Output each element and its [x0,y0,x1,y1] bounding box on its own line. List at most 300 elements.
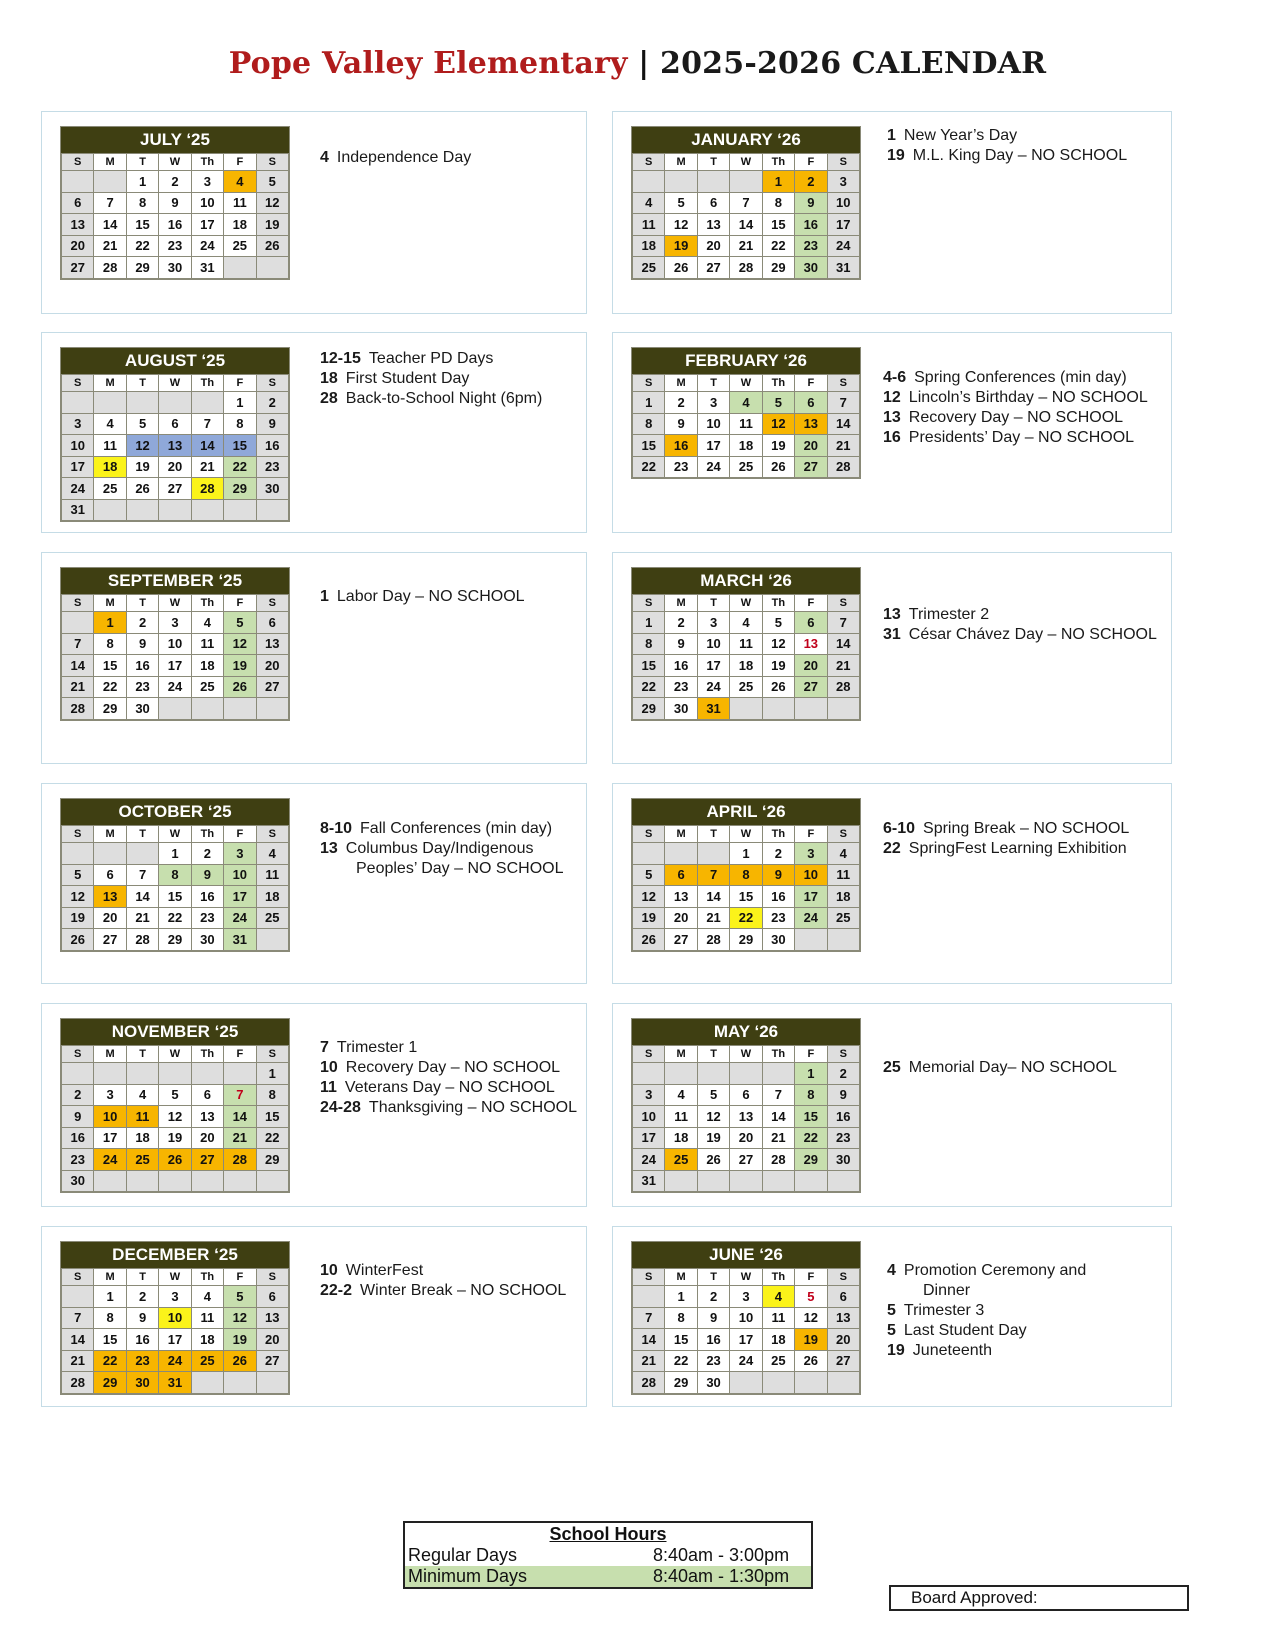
day-cell: 12 [224,1307,256,1329]
day-cell: 4 [633,192,665,214]
day-cell: 15 [94,655,126,677]
day-cell: 11 [191,633,223,655]
day-cell: 31 [633,1170,665,1192]
day-cell: 15 [665,1329,697,1351]
event-date: 19 [887,147,905,164]
day-cell: 15 [762,214,794,236]
day-cell: 17 [62,456,94,478]
day-cell: 9 [159,192,191,214]
event-text: Presidents’ Day – NO SCHOOL [908,429,1135,446]
day-cell: 25 [126,1149,158,1171]
day-cell: 19 [126,456,158,478]
event-text: Spring Conferences (min day) [914,369,1127,386]
day-cell: 19 [697,1127,729,1149]
board-approved-field: Board Approved: [889,1585,1189,1611]
weekday-header: W [730,375,762,392]
empty-day-cell [827,1170,859,1192]
day-cell: 2 [795,171,827,193]
day-cell: 26 [665,257,697,279]
event-item [320,587,610,607]
weekday-header: M [665,154,697,171]
event-text: Dinner [923,1282,971,1299]
day-cell: 5 [224,612,256,634]
school-hours-title: School Hours [549,1524,667,1544]
event-date: 16 [883,429,901,446]
empty-day-cell [730,1170,762,1192]
weekday-header: S [827,1269,859,1286]
month-title: JANUARY ‘26 [632,127,860,153]
event-date: 7 [320,1039,329,1056]
day-cell: 6 [795,392,827,414]
day-cell: 15 [256,1106,288,1128]
day-cell: 29 [94,698,126,720]
day-cell: 31 [697,698,729,720]
day-cell: 19 [762,435,794,457]
weekday-header: Th [191,1046,223,1063]
day-cell: 7 [827,392,859,414]
weekday-header: T [126,375,158,392]
day-cell: 7 [633,1307,665,1329]
day-cell: 19 [795,1329,827,1351]
day-cell: 6 [730,1084,762,1106]
weekday-header: M [665,826,697,843]
day-cell: 3 [827,171,859,193]
day-cell: 6 [94,864,126,886]
empty-day-cell [191,499,223,521]
day-cell: 7 [697,864,729,886]
day-cell: 11 [730,633,762,655]
day-cell: 25 [730,676,762,698]
day-cell: 8 [256,1084,288,1106]
day-cell: 22 [665,1350,697,1372]
day-cell: 2 [126,612,158,634]
empty-day-cell [762,698,794,720]
empty-day-cell [94,171,126,193]
weekday-header: Th [191,154,223,171]
month-panel-feb [612,332,1172,533]
day-cell: 10 [827,192,859,214]
day-cell: 22 [730,907,762,929]
day-cell: 27 [256,676,288,698]
event-item [887,126,1177,146]
event-text: Spring Break – NO SCHOOL [923,820,1130,837]
event-item [887,1261,1177,1281]
day-cell: 23 [827,1127,859,1149]
day-cell: 29 [256,1149,288,1171]
empty-day-cell [126,1170,158,1192]
month-events [887,126,1177,166]
event-item [320,819,610,839]
day-cell: 29 [159,929,191,951]
month-events [320,148,610,168]
event-date: 5 [887,1302,896,1319]
day-cell: 24 [159,676,191,698]
weekday-header: M [665,1269,697,1286]
month-events [320,819,610,879]
event-text: Trimester 3 [903,1302,985,1319]
day-cell: 12 [697,1106,729,1128]
empty-day-cell [191,392,223,414]
day-cell: 24 [795,907,827,929]
day-cell: 20 [191,1127,223,1149]
day-cell: 29 [730,929,762,951]
day-cell: 20 [697,235,729,257]
day-cell: 14 [126,886,158,908]
day-cell: 13 [827,1307,859,1329]
weekday-header: T [697,375,729,392]
day-cell: 21 [697,907,729,929]
day-cell: 12 [256,192,288,214]
day-cell: 20 [827,1329,859,1351]
weekday-header: S [62,1046,94,1063]
month-events [883,1058,1173,1078]
empty-day-cell [159,392,191,414]
day-cell: 5 [665,192,697,214]
event-date: 5 [887,1322,896,1339]
day-cell: 1 [126,171,158,193]
day-cell: 21 [224,1127,256,1149]
empty-day-cell [62,1286,94,1308]
day-cell: 30 [126,1372,158,1394]
event-item [320,859,610,879]
month-title: FEBRUARY ‘26 [632,348,860,374]
month-events [883,368,1173,448]
day-cell: 27 [795,456,827,478]
empty-day-cell [224,257,256,279]
empty-day-cell [665,171,697,193]
event-item [320,1058,610,1078]
empty-day-cell [256,929,288,951]
day-cell: 3 [697,392,729,414]
day-cell: 12 [224,633,256,655]
day-cell: 29 [762,257,794,279]
day-cell: 15 [159,886,191,908]
day-cell: 24 [697,456,729,478]
day-cell: 4 [191,612,223,634]
event-item [320,839,610,859]
month-panel-mar [612,552,1172,764]
page-title [0,46,1275,81]
empty-day-cell [795,1372,827,1394]
event-text: Promotion Ceremony and [903,1262,1087,1279]
day-cell: 23 [795,235,827,257]
weekday-header: F [795,1046,827,1063]
weekday-header: Th [191,595,223,612]
day-cell: 16 [665,655,697,677]
day-cell: 29 [665,1372,697,1394]
day-cell: 26 [126,478,158,500]
day-cell: 18 [827,886,859,908]
day-cell: 16 [256,435,288,457]
empty-day-cell [633,171,665,193]
day-cell: 1 [762,171,794,193]
day-cell: 28 [191,478,223,500]
day-cell: 5 [256,171,288,193]
day-cell: 6 [191,1084,223,1106]
day-cell: 13 [159,435,191,457]
event-date: 10 [320,1262,338,1279]
empty-day-cell [159,698,191,720]
weekday-header: M [94,375,126,392]
day-cell: 8 [762,192,794,214]
empty-day-cell [256,1372,288,1394]
event-text: Lincoln’s Birthday – NO SCHOOL [908,389,1148,406]
day-cell: 21 [191,456,223,478]
day-cell: 28 [126,929,158,951]
day-cell: 19 [665,235,697,257]
day-cell: 24 [94,1149,126,1171]
event-text: Peoples’ Day – NO SCHOOL [356,860,564,877]
day-cell: 16 [795,214,827,236]
day-cell: 24 [827,235,859,257]
day-cell: 4 [730,612,762,634]
month-title: JULY ‘25 [61,127,289,153]
month-calendar [60,347,290,522]
day-cell: 3 [159,1286,191,1308]
day-cell: 30 [795,257,827,279]
day-cell: 22 [224,456,256,478]
day-cell: 10 [697,413,729,435]
weekday-header: S [62,154,94,171]
event-item [320,349,610,369]
day-cell: 27 [159,478,191,500]
empty-day-cell [94,392,126,414]
event-text: SpringFest Learning Exhibition [908,840,1127,857]
day-cell: 24 [191,235,223,257]
weekday-header: T [697,1269,729,1286]
weekday-header: S [633,1269,665,1286]
day-cell: 10 [730,1307,762,1329]
day-cell: 25 [827,907,859,929]
regular-days-time: 8:40am - 3:00pm [653,1545,790,1565]
day-cell: 4 [665,1084,697,1106]
school-hours-box [403,1521,813,1589]
day-cell: 12 [665,214,697,236]
month-calendar [60,567,290,721]
day-cell: 12 [62,886,94,908]
weekday-header: F [795,375,827,392]
day-cell: 5 [633,864,665,886]
day-cell: 25 [256,907,288,929]
day-cell: 22 [633,676,665,698]
day-cell: 26 [224,676,256,698]
event-text: Winter Break – NO SCHOOL [360,1282,567,1299]
day-cell: 15 [126,214,158,236]
day-cell: 15 [633,655,665,677]
event-item [883,819,1173,839]
month-calendar [631,1018,861,1193]
day-cell: 9 [665,413,697,435]
empty-day-cell [827,698,859,720]
day-cell: 1 [730,843,762,865]
day-cell: 2 [665,612,697,634]
day-cell: 6 [697,192,729,214]
day-cell: 16 [827,1106,859,1128]
weekday-header: S [633,1046,665,1063]
day-cell: 8 [633,633,665,655]
day-cell: 3 [94,1084,126,1106]
day-cell: 20 [795,435,827,457]
empty-day-cell [256,257,288,279]
day-cell: 25 [191,676,223,698]
day-cell: 14 [62,1329,94,1351]
event-date: 6-10 [883,820,916,837]
day-cell: 7 [62,633,94,655]
day-cell: 28 [224,1149,256,1171]
event-item [320,1261,610,1281]
day-cell: 14 [94,214,126,236]
day-cell: 14 [827,413,859,435]
event-date: 22-2 [320,1282,353,1299]
empty-day-cell [730,171,762,193]
weekday-header: W [159,595,191,612]
day-cell: 15 [795,1106,827,1128]
day-cell: 13 [730,1106,762,1128]
day-cell: 10 [62,435,94,457]
event-item [883,625,1173,645]
empty-day-cell [224,1170,256,1192]
event-text: Columbus Day/Indigenous [345,840,534,857]
event-date: 10 [320,1059,338,1076]
weekday-header: Th [762,1046,794,1063]
day-cell: 7 [730,192,762,214]
calendar-year: 2025-2026 CALENDAR [660,46,1047,81]
empty-day-cell [762,1372,794,1394]
day-cell: 29 [795,1149,827,1171]
day-cell: 29 [94,1372,126,1394]
event-date: 31 [883,626,901,643]
weekday-header: S [827,154,859,171]
day-cell: 24 [633,1149,665,1171]
day-cell: 18 [94,456,126,478]
empty-day-cell [665,1170,697,1192]
event-item [320,1281,610,1301]
weekday-header: M [665,375,697,392]
empty-day-cell [730,1372,762,1394]
weekday-header: Th [762,595,794,612]
weekday-header: F [795,154,827,171]
day-cell: 4 [224,171,256,193]
event-item [883,839,1173,859]
weekday-header: S [827,826,859,843]
day-cell: 28 [762,1149,794,1171]
event-text: Trimester 2 [908,606,990,623]
day-cell: 5 [697,1084,729,1106]
empty-day-cell [126,1063,158,1085]
empty-day-cell [224,499,256,521]
day-cell: 5 [795,1286,827,1308]
day-cell: 20 [256,655,288,677]
weekday-header: S [633,595,665,612]
weekday-header: W [730,1269,762,1286]
weekday-header: Th [191,1269,223,1286]
day-cell: 19 [159,1127,191,1149]
weekday-header: F [795,1269,827,1286]
day-cell: 28 [697,929,729,951]
empty-day-cell [62,171,94,193]
event-item [320,369,610,389]
event-item [887,146,1177,166]
day-cell: 13 [256,1307,288,1329]
minimum-days-label: Minimum Days [408,1566,528,1586]
day-cell: 23 [159,235,191,257]
day-cell: 10 [697,633,729,655]
day-cell: 10 [159,1307,191,1329]
month-panel-jun [612,1226,1172,1407]
weekday-header: S [633,375,665,392]
day-cell: 18 [665,1127,697,1149]
day-cell: 18 [191,655,223,677]
day-cell: 28 [94,257,126,279]
weekday-header: W [159,154,191,171]
weekday-header: W [730,1046,762,1063]
day-cell: 31 [827,257,859,279]
empty-day-cell [159,1063,191,1085]
weekday-header: S [62,595,94,612]
day-cell: 17 [633,1127,665,1149]
weekday-header: M [94,1269,126,1286]
day-cell: 9 [62,1106,94,1128]
month-panel-sep [41,552,587,764]
weekday-header: W [159,375,191,392]
day-cell: 9 [256,413,288,435]
weekday-header: S [827,375,859,392]
month-calendar [60,1241,290,1395]
month-events [320,1261,610,1301]
day-cell: 16 [191,886,223,908]
day-cell: 6 [256,1286,288,1308]
day-cell: 26 [762,456,794,478]
day-cell: 19 [256,214,288,236]
month-panel-nov [41,1003,587,1207]
day-cell: 22 [94,1350,126,1372]
day-cell: 27 [827,1350,859,1372]
minimum-days-time: 8:40am - 1:30pm [653,1566,790,1586]
day-cell: 14 [697,886,729,908]
day-cell: 26 [697,1149,729,1171]
day-cell: 17 [697,655,729,677]
month-title: APRIL ‘26 [632,799,860,825]
weekday-header: S [62,1269,94,1286]
weekday-header: F [224,375,256,392]
weekday-header: S [62,826,94,843]
day-cell: 19 [224,655,256,677]
month-title: NOVEMBER ‘25 [61,1019,289,1045]
weekday-header: S [256,154,288,171]
day-cell: 26 [762,676,794,698]
event-date: 4 [887,1262,896,1279]
weekday-header: W [730,154,762,171]
month-calendar [631,567,861,721]
day-cell: 2 [191,843,223,865]
day-cell: 17 [94,1127,126,1149]
month-calendar [631,126,861,280]
event-date: 19 [887,1342,905,1359]
day-cell: 26 [224,1350,256,1372]
event-item [320,148,610,168]
month-events [320,587,610,607]
weekday-header: S [256,1269,288,1286]
day-cell: 3 [730,1286,762,1308]
empty-day-cell [191,1372,223,1394]
empty-day-cell [795,1170,827,1192]
day-cell: 30 [665,698,697,720]
day-cell: 4 [730,392,762,414]
minimum-days-row [405,1566,811,1587]
event-date: 4 [320,149,329,166]
event-text: Last Student Day [903,1322,1027,1339]
event-date: 13 [320,840,338,857]
